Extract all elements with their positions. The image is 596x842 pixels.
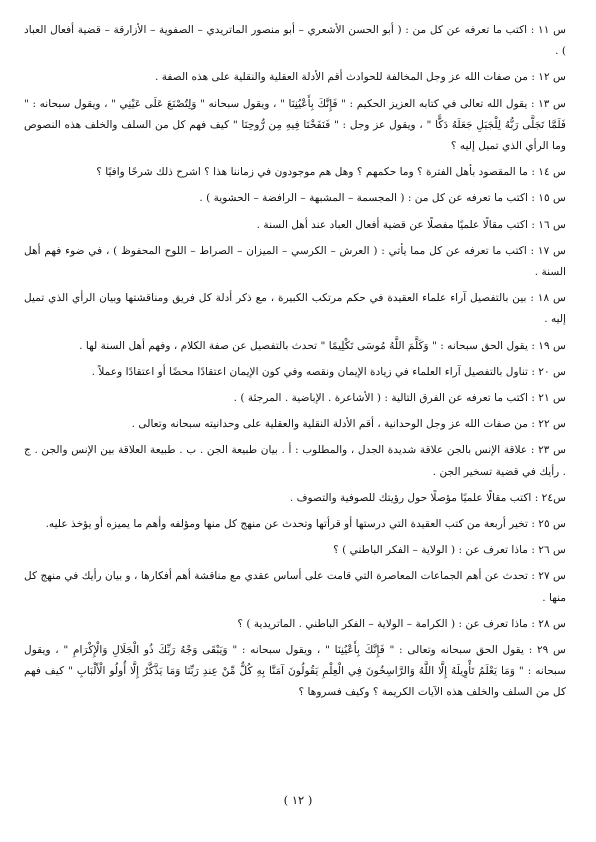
question-text: اكتب ما تعرفه عن كل من : ( أبو الحسن الأشعري – أبو منصور الماتريدي – الصفوية – الأزارقة – قضية أفعال العباد ) .: [24, 24, 566, 58]
question-item: [24, 614, 566, 635]
question-item: [24, 162, 566, 183]
question-item: [24, 241, 566, 283]
question-item: [24, 414, 566, 435]
question-number: س ٢٥ :: [531, 518, 566, 531]
question-text: بين بالتفصيل آراء علماء العقيدة في حكم مرتكب الكبيرة ، مع ذكر أدلة كل فريق ومناقشتها وبيان الرأي الذي تميل إليه .: [24, 292, 566, 326]
question-item: [24, 67, 566, 88]
question-number: س ٢٨ :: [531, 617, 566, 630]
question-number: س ١٢ :: [531, 71, 566, 84]
page-number: ( ١٢ ): [283, 793, 313, 807]
question-item: [24, 20, 566, 62]
question-number: س٢٤ :: [534, 491, 566, 504]
question-number: س ٢٩ :: [528, 644, 566, 657]
question-text: ما المقصود بأهل الفترة ؟ وما حكمهم ؟ وهل هم موجودون في زماننا هذا ؟ اشرح ذلك شرحًا وافيًا ؟: [96, 166, 528, 179]
question-number: س ١٤ :: [531, 166, 566, 179]
question-item: [24, 640, 566, 704]
question-item: [24, 566, 566, 608]
question-text: من صفات الله عز وجل الوحدانية ، أقم الأدلة النقلية والعقلية على وحدانيته سبحانه وتعالى .: [131, 418, 528, 431]
question-text: تخير أربعة من كتب العقيدة التي درستها أو قرأتها وتحدث عن منهج كل منها ومؤلفه وأهم ما يميزه أو يؤخذ عليه.: [45, 518, 528, 531]
questions-list: [24, 20, 566, 704]
question-item: [24, 514, 566, 535]
question-number: س ١٦ :: [531, 218, 566, 231]
question-number: س ١١ :: [530, 24, 566, 36]
question-item: [24, 288, 566, 330]
question-text: ماذا تعرف عن : ( الولاية – الفكر الباطني ) ؟: [333, 544, 528, 557]
question-text: تحدث عن أهم الجماعات المعاصرة التي قامت على أساس عقدي مع مناقشة أهم أفكارها ، و بيان رأيك في منهج كل منها .: [24, 570, 566, 604]
question-item: [24, 336, 566, 357]
question-item: [24, 388, 566, 409]
question-number: س ١٧ :: [530, 244, 566, 257]
question-item: [24, 540, 566, 561]
question-text: يقول الحق سبحانه : " وَكَلَّمَ اللَّهُ مُوسَى تَكْلِيمًا " تحدث بالتفصيل عن صفة الكلام ، وفهم أهل السنة لها .: [79, 339, 528, 352]
question-text: ماذا تعرف عن : ( الكرامة – الولاية – الفكر الباطني . الماتريدية ) ؟: [237, 617, 528, 630]
question-text: اكتب ما تعرفه عن كل مما يأتي : ( العرش – الكرسي – الميزان – الصراط – اللوح المحفوظ ) ، في ضوء فهم أهل السنة .: [24, 244, 566, 279]
question-text: تناول بالتفصيل آراء العلماء في زيادة الإيمان ونقصه وفي كون الإيمان اعتقادًا محضًا أو اعتقادًا وعملاً .: [91, 365, 528, 378]
question-item: [24, 188, 566, 209]
question-item: [24, 215, 566, 236]
question-number: س ٢١ :: [531, 392, 566, 405]
question-text: اكتب ما تعرفه عن الفرق التالية : ( الأشاعرة . الإباضية . المرجئة ) .: [233, 392, 528, 405]
question-text: يقول الله تعالى في كتابه العزيز الحكيم : " فَإِنَّكَ بِأَعْيُنِنَا " ، ويقول سبحانه " وَلِتُصْنَعَ عَلَى عَيْنِي " ، ويقول سبحانه : " فَلَمَّا تَجَلَّى رَبُّهُ لِلْجَبَلِ جَعَلَهُ دَكًّا " ، ويقول عز وجل : " فَنَفَخْنَا فِيهِ مِن رُّوحِنَا " كيف فهم كل من السلف والخلف هذه النصوص وما الرأي الذي تميل إليه ؟: [24, 97, 566, 153]
question-text: اكتب مقالًا علميًا مؤصلًا حول رؤيتك للصوفية والتصوف .: [289, 491, 532, 504]
question-item: [24, 440, 566, 482]
question-item: [24, 488, 566, 509]
question-item: [24, 362, 566, 383]
question-text: اكتب مقالًا علميًا مفصلًا عن قضية أفعال العباد عند أهل السنة .: [256, 218, 528, 231]
question-text: اكتب ما تعرفه عن كل من : ( المجسمة – المشبهة – الرافضة – الحشوية ) .: [199, 192, 528, 205]
question-number: س ٢٧ :: [531, 570, 566, 583]
question-number: س ١٥ :: [531, 192, 566, 205]
question-number: س ٢٦ :: [531, 544, 566, 557]
question-text: يقول الحق سبحانه وتعالى : " فَإِنَّكَ بِأَعْيُنِنَا " ، ويقول سبحانه : " وَيَبْقَى وَجْهُ رَبِّكَ ذُو الْجَلَالِ وَالْإِكْرَامِ " ، ويقول سبحانه : " وَمَا يَعْلَمُ تَأْوِيلَهُ إِلَّا اللَّهُ وَالرَّاسِخُونَ فِي الْعِلْمِ يَقُولُونَ آمَنَّا بِهِ كُلٌّ مِّنْ عِندِ رَبِّنَا وَمَا يَذَّكَّرُ إِلَّا أُولُو الْأَلْبَابِ " كيف فهم كل من السلف والخلف هذه الآيات الكريمة ؟ وكيف فسروها ؟: [24, 644, 566, 699]
question-text: من صفات الله عز وجل المخالفة للحوادث أقم الأدلة العقلية والنقلية على هذه الصفة .: [154, 71, 528, 84]
question-number: س ٢٢ :: [531, 418, 566, 431]
question-number: س ١٩ :: [531, 339, 566, 352]
question-number: س ١٣ :: [530, 97, 566, 110]
question-item: [24, 94, 566, 158]
question-number: س ٢٠ :: [531, 365, 566, 378]
question-text: علاقة الإنس بالجن علاقة شديدة الجدل ، والمطلوب : أ . بيان طبيعة الجن . ب . طبيعة العلاقة بين الإنس والجن . ج . رأيك في قضية تسخير الجن .: [24, 444, 566, 478]
question-number: س ١٨ :: [530, 292, 566, 305]
question-number: س ٢٣ :: [530, 444, 566, 457]
